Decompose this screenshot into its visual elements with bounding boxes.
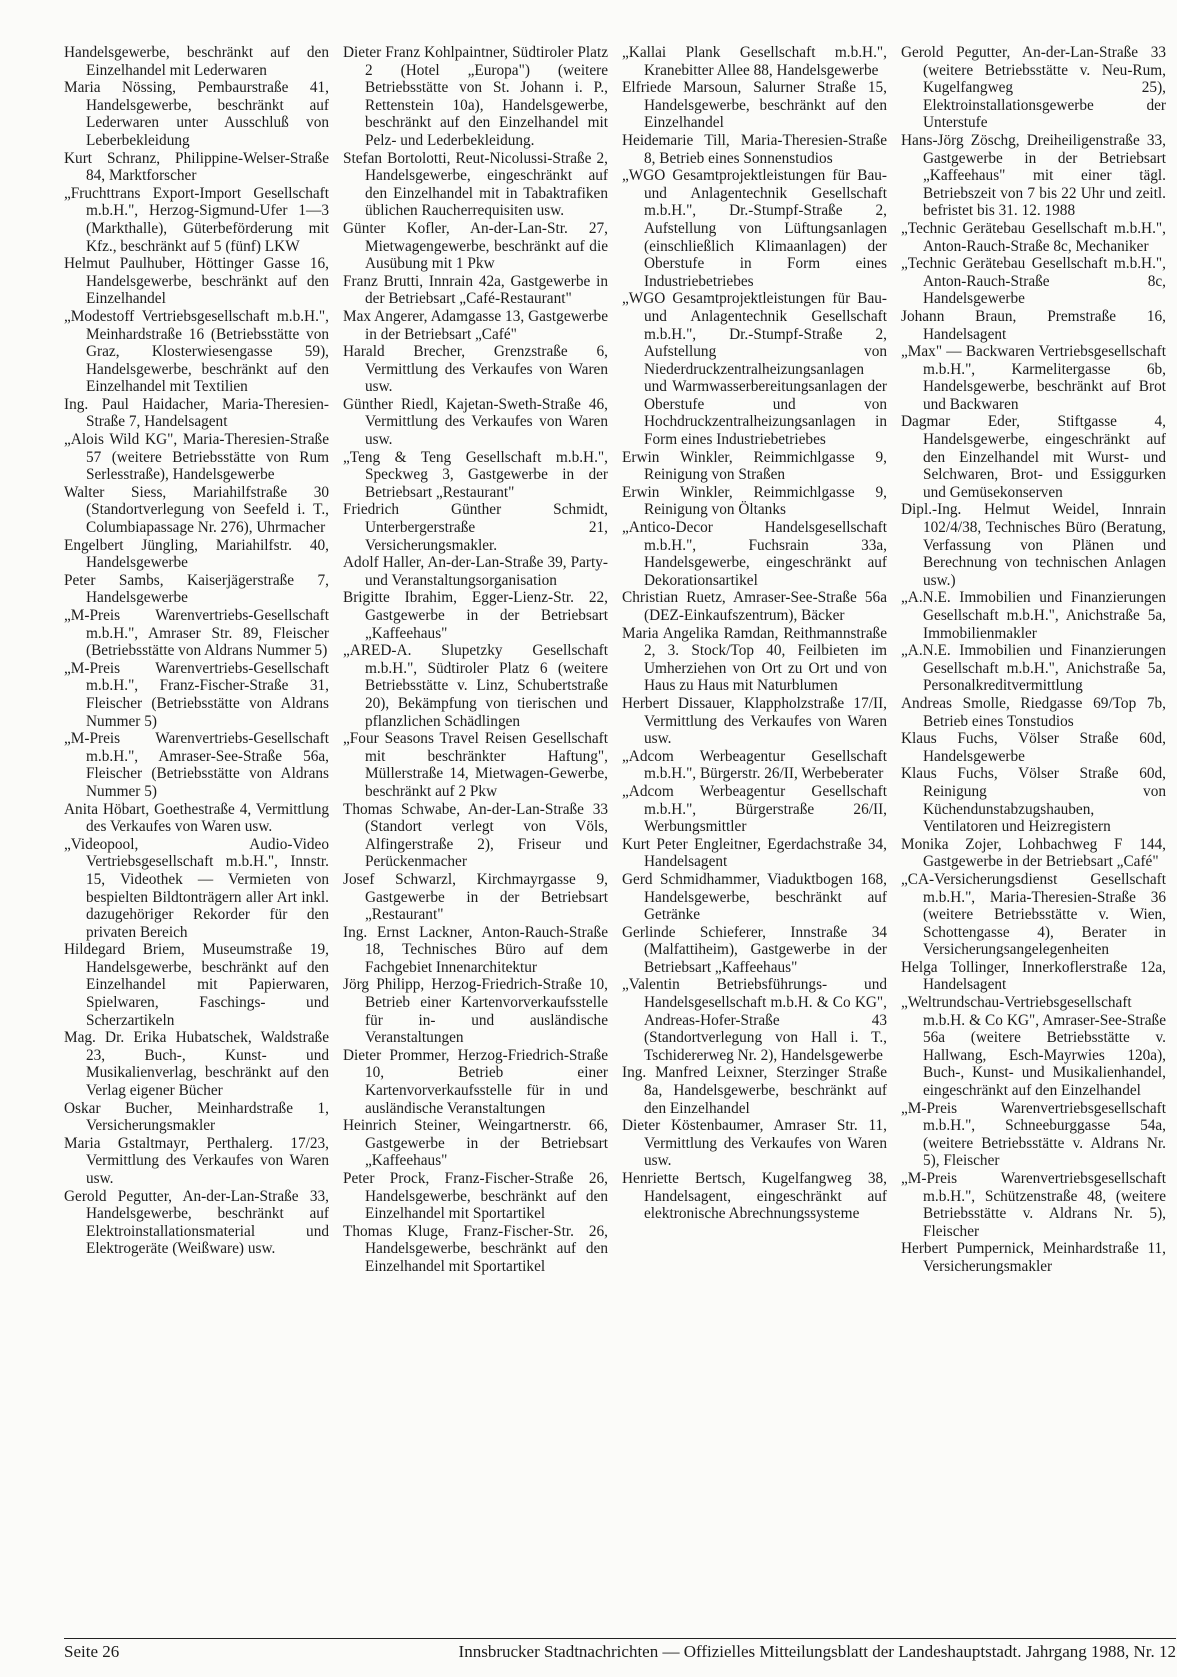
register-entry: Johann Braun, Premstraße 16, Handelsagent	[901, 307, 1166, 343]
publication-line: Innsbrucker Stadtnachrichten — Offizielles Mitteilungsblatt der Landeshauptstadt. Jahrgang 1988, Nr. 12	[458, 1642, 1176, 1661]
register-entry: Ing. Paul Haidacher, Maria-Theresien-Straße 7, Handelsagent	[64, 395, 329, 431]
register-entry: „Modestoff Vertriebsgesellschaft m.b.H.", Meinhardstraße 16 (Betriebsstätte von Graz, Klosterwiesengasse 59), Handelsgewerbe, beschränkt auf den Einzelhandel mit Textilien	[64, 307, 329, 396]
register-entry: Maria Angelika Ramdan, Reithmannstraße 2, 3. Stock/Top 40, Feilbieten im Umherziehen von Ort zu Ort und von Haus zu Haus mit Naturblumen	[622, 624, 887, 695]
register-entry: „CA-Versicherungsdienst Gesellschaft m.b.H.", Maria-Theresien-Straße 36 (weitere Betriebsstätte v. Wien, Schottengasse 4), Berater in Versicherungsangelegenheiten	[901, 870, 1166, 959]
register-entry: Handelsgewerbe, beschränkt auf den Einzelhandel mit Lederwaren	[64, 44, 329, 79]
register-entry: Erwin Winkler, Reimmichlgasse 9, Reinigung von Öltanks	[622, 483, 887, 519]
register-entry: „A.N.E. Immobilien und Finanzierungen Gesellschaft m.b.H.", Anichstraße 5a, Immobilienmakler	[901, 589, 1166, 642]
register-entry: Dieter Prommer, Herzog-Friedrich-Straße 10, Betrieb einer Kartenvorverkaufsstelle für in und ausländische Veranstaltungen	[343, 1046, 608, 1117]
register-entry: Friedrich Günther Schmidt, Unterbergerstraße 21, Versicherungsmakler.	[343, 501, 608, 554]
column-1	[64, 44, 329, 1276]
register-entry: „M-Preis Warenvertriebsgesellschaft m.b.H.", Schützenstraße 48, (weitere Betriebsstätte v. Aldrans Nr. 5), Fleischer	[901, 1170, 1166, 1240]
register-entry: „Kallai Plank Gesellschaft m.b.H.", Kranebitter Allee 88, Handelsgewerbe	[622, 44, 887, 79]
register-entry: Gerold Pegutter, An-der-Lan-Straße 33 (weitere Betriebsstätte v. Neu-Rum, Kugelfangweg 25), Elektroinstallationsgewerbe der Unterstufe	[901, 44, 1166, 132]
footer-divider	[64, 1638, 1176, 1639]
register-entry: Ing. Ernst Lackner, Anton-Rauch-Straße 18, Technisches Büro auf dem Fachgebiet Innenarchitektur	[343, 923, 608, 976]
register-entry: „Antico-Decor Handelsgesellschaft m.b.H.", Fuchsrain 33a, Handelsgewerbe, eingeschränkt auf Dekorationsartikel	[622, 519, 887, 589]
register-entry: Dieter Köstenbaumer, Amraser Str. 11, Vermittlung des Verkaufes von Waren usw.	[622, 1117, 887, 1170]
register-entry: Peter Prock, Franz-Fischer-Straße 26, Handelsgewerbe, beschränkt auf den Einzelhandel mit Sportartikel	[343, 1170, 608, 1223]
register-entry: Herbert Dissauer, Klappholzstraße 17/II, Vermittlung des Verkaufes von Waren usw.	[622, 694, 887, 748]
register-entry: Engelbert Jüngling, Mariahilfstr. 40, Handelsgewerbe	[64, 536, 329, 572]
register-entry: „Adcom Werbeagentur Gesellschaft m.b.H.", Bürgerstraße 26/II, Werbungsmittler	[622, 782, 887, 836]
register-entry: „M-Preis Warenvertriebs-Gesellschaft m.b.H.", Franz-Fischer-Straße 31, Fleischer (Betriebsstätte von Aldrans Nummer 5)	[64, 659, 329, 730]
register-entry: Elfriede Marsoun, Salurner Straße 15, Handelsgewerbe, beschränkt auf den Einzelhandel	[622, 79, 887, 132]
register-entry: Dieter Franz Kohlpaintner, Südtiroler Platz 2 (Hotel „Europa") (weitere Betriebsstätte von St. Johann i. P., Rettenstein 10a), Handelsgewerbe, beschränkt auf den Einzelhandel mit Pelz- und Lederbekleidung.	[343, 44, 608, 149]
register-entry: „Fruchttrans Export-Import Gesellschaft m.b.H.", Herzog-Sigmund-Ufer 1—3 (Markthalle), Güterbeförderung mit Kfz., beschränkt auf 5 (fünf) LKW	[64, 184, 329, 255]
register-entry: Maria Gstaltmayr, Perthalerg. 17/23, Vermittlung des Verkaufes von Waren usw.	[64, 1134, 329, 1187]
register-entry: Andreas Smolle, Riedgasse 69/Top 7b, Betrieb eines Tonstudios	[901, 694, 1166, 730]
register-entry: Erwin Winkler, Reimmichlgasse 9, Reinigung von Straßen	[622, 448, 887, 484]
register-entry: Günther Riedl, Kajetan-Sweth-Straße 46, Vermittlung des Verkaufes von Waren usw.	[343, 395, 608, 449]
register-entry: Adolf Haller, An-der-Lan-Straße 39, Party- und Veranstaltungsorganisation	[343, 554, 608, 589]
register-entry: Maria Nössing, Pembaurstraße 41, Handelsgewerbe, beschränkt auf Lederwaren unter Ausschluß von Leberbekleidung	[64, 79, 329, 149]
register-entry: Henriette Bertsch, Kugelfangweg 38, Handelsagent, eingeschränkt auf elektronische Abrechnungssysteme	[622, 1170, 887, 1223]
register-entry: Heinrich Steiner, Weingartnerstr. 66, Gastgewerbe in der Betriebsart „Kaffeehaus"	[343, 1117, 608, 1170]
register-entry: „A.N.E. Immobilien und Finanzierungen Gesellschaft m.b.H.", Anichstraße 5a, Personalkreditvermittlung	[901, 642, 1166, 695]
register-entry: Dipl.-Ing. Helmut Weidel, Innrain 102/4/38, Technisches Büro (Beratung, Verfassung von Plänen und Berechnung von technischen Anlagen usw.)	[901, 501, 1166, 589]
register-entry: „Adcom Werbeagentur Gesellschaft m.b.H.", Bürgerstr. 26/II, Werbeberater	[622, 747, 887, 783]
register-entry: „M-Preis Warenvertriebsgesellschaft m.b.H.", Schneeburggasse 54a, (weitere Betriebsstätte v. Aldrans Nr. 5), Fleischer	[901, 1099, 1166, 1170]
register-entry: Klaus Fuchs, Völser Straße 60d, Handelsgewerbe	[901, 730, 1166, 765]
register-entry: Jörg Philipp, Herzog-Friedrich-Straße 10, Betrieb einer Kartenvorverkaufsstelle für in- und ausländische Veranstaltungen	[343, 976, 608, 1047]
register-entry: Franz Brutti, Innrain 42a, Gastgewerbe in der Betriebsart „Café-Restaurant"	[343, 272, 608, 308]
column-4	[901, 44, 1166, 1276]
register-entry: „M-Preis Warenvertriebs-Gesellschaft m.b.H.", Amraser-See-Straße 56a, Fleischer (Betriebsstätte von Aldrans Nummer 5)	[64, 730, 329, 800]
register-entry: Harald Brecher, Grenzstraße 6, Vermittlung des Verkaufes von Waren usw.	[343, 343, 608, 396]
register-entry: Christian Ruetz, Amraser-See-Straße 56a (DEZ-Einkaufszentrum), Bäcker	[622, 589, 887, 624]
register-entry: „Alois Wild KG", Maria-Theresien-Straße 57 (weitere Betriebsstätte von Rum Serlesstraße), Handelsgewerbe	[64, 431, 329, 484]
register-entry: Helmut Paulhuber, Höttinger Gasse 16, Handelsgewerbe, beschränkt auf den Einzelhandel	[64, 255, 329, 308]
register-entry: Monika Zojer, Lohbachweg F 144, Gastgewerbe in der Betriebsart „Café"	[901, 835, 1166, 871]
register-entry: Herbert Pumpernick, Meinhardstraße 11, Versicherungsmakler	[901, 1240, 1166, 1275]
register-entry: Hildegard Briem, Museumstraße 19, Handelsgewerbe, beschränkt auf den Einzelhandel mit Papierwaren, Spielwaren, Faschings- und Scherzartikeln	[64, 941, 329, 1029]
register-entry: „Technic Gerätebau Gesellschaft m.b.H.", Anton-Rauch-Straße 8c, Mechaniker	[901, 219, 1166, 255]
register-entry: Dagmar Eder, Stiftgasse 4, Handelsgewerbe, eingeschränkt auf den Einzelhandel mit Wurst- und Selchwaren, Brot- und Essiggurken und Gemüsekonserven	[901, 413, 1166, 501]
register-entry: Thomas Kluge, Franz-Fischer-Str. 26, Handelsgewerbe, beschränkt auf den Einzelhandel mit Sportartikel	[343, 1222, 608, 1275]
register-entry: „Valentin Betriebsführungs- und Handelsgesellschaft m.b.H. & Co KG", Andreas-Hofer-Straße 43 (Standortverlegung von Hall i. T., Tschidererweg Nr. 2), Handelsgewerbe	[622, 976, 887, 1064]
register-entry: Stefan Bortolotti, Reut-Nicolussi-Straße 2, Handelsgewerbe, eingeschränkt auf den Einzelhandel mit in Tabaktrafiken üblichen Raucherrequisiten usw.	[343, 149, 608, 220]
page-number: Seite 26	[64, 1642, 120, 1661]
register-entry: Heidemarie Till, Maria-Theresien-Straße 8, Betrieb eines Sonnenstudios	[622, 131, 887, 167]
register-entry: Gerd Schmidhammer, Viaduktbogen 168, Handelsgewerbe, beschränkt auf Getränke	[622, 870, 887, 924]
register-entry: Gerlinde Schieferer, Innstraße 34 (Malfattiheim), Gastgewerbe in der Betriebsart „Kaffeehaus"	[622, 923, 887, 976]
register-entry: Ing. Manfred Leixner, Sterzinger Straße 8a, Handelsgewerbe, beschränkt auf den Einzelhandel	[622, 1064, 887, 1117]
register-entry: Kurt Schranz, Philippine-Welser-Straße 84, Marktforscher	[64, 149, 329, 185]
register-columns	[64, 44, 1176, 1276]
register-entry: „M-Preis Warenvertriebs-Gesellschaft m.b.H.", Amraser Str. 89, Fleischer (Betriebsstätte von Aldrans Nummer 5)	[64, 607, 329, 660]
register-entry: Oskar Bucher, Meinhardstraße 1, Versicherungsmakler	[64, 1099, 329, 1135]
register-entry: Josef Schwarzl, Kirchmayrgasse 9, Gastgewerbe in der Betriebsart „Restaurant"	[343, 870, 608, 924]
register-entry: „Max" — Backwaren Vertriebsgesellschaft m.b.H.", Karmelitergasse 6b, Handelsgewerbe, beschränkt auf Brot und Backwaren	[901, 343, 1166, 413]
register-entry: „Teng & Teng Gesellschaft m.b.H.", Speckweg 3, Gastgewerbe in der Betriebsart „Restaurant"	[343, 448, 608, 501]
register-entry: „Four Seasons Travel Reisen Gesellschaft mit beschränkter Haftung", Müllerstraße 14, Mietwagen-Gewerbe, beschränkt auf 2 Pkw	[343, 730, 608, 800]
register-entry: „WGO Gesamtprojektleistungen für Bau- und Anlagentechnik Gesellschaft m.b.H.", Dr.-Stumpf-Straße 2, Aufstellung von Niederdruckzentralheizungsanlagen und Warmwasserbereitungsanlagen der Oberstufe und von Hochdruckzentralheizungsanlagen in Form eines Industriebetriebes	[622, 290, 887, 449]
page-footer	[64, 1641, 1176, 1663]
register-entry: Max Angerer, Adamgasse 13, Gastgewerbe in der Betriebsart „Café"	[343, 307, 608, 343]
column-2	[343, 44, 608, 1276]
register-entry: Walter Siess, Mariahilfstraße 30 (Standortverlegung von Seefeld i. T., Columbiapassage Nr. 276), Uhrmacher	[64, 483, 329, 537]
register-entry: Klaus Fuchs, Völser Straße 60d, Reinigung von Küchendunstabzugshauben, Ventilatoren und Heizregistern	[901, 765, 1166, 836]
register-entry: Peter Sambs, Kaiserjägerstraße 7, Handelsgewerbe	[64, 571, 329, 607]
register-entry: Günter Kofler, An-der-Lan-Str. 27, Mietwagengewerbe, beschränkt auf die Ausübung mit 1 Pkw	[343, 219, 608, 273]
register-entry: Helga Tollinger, Innerkoflerstraße 12a, Handelsagent	[901, 958, 1166, 994]
register-entry: Anita Höbart, Goethestraße 4, Vermittlung des Verkaufes von Waren usw.	[64, 800, 329, 836]
column-3	[622, 44, 887, 1276]
register-entry: „WGO Gesamtprojektleistungen für Bau- und Anlagentechnik Gesellschaft m.b.H.", Dr.-Stumpf-Straße 2, Aufstellung von Lüftungsanlagen (einschließlich Klimaanlagen) der Oberstufe in Form eines Industriebetriebes	[622, 167, 887, 290]
register-entry: Mag. Dr. Erika Hubatschek, Waldstraße 23, Buch-, Kunst- und Musikalienverlag, beschränkt auf den Verlag eigener Bücher	[64, 1029, 329, 1100]
register-entry: „ARED-A. Slupetzky Gesellschaft m.b.H.", Südtiroler Platz 6 (weitere Betriebsstätte v. Linz, Schubertstraße 20), Bekämpfung von tierischen und pflanzlichen Schädlingen	[343, 642, 608, 730]
register-entry: Gerold Pegutter, An-der-Lan-Straße 33, Handelsgewerbe, beschränkt auf Elektroinstallationsmaterial und Elektrogeräte (Weißware) usw.	[64, 1187, 329, 1258]
register-entry: Hans-Jörg Zöschg, Dreiheiligenstraße 33, Gastgewerbe in der Betriebsart „Kaffeehaus" mit einer tägl. Betriebszeit von 7 bis 22 Uhr und zeitl. befristet bis 31. 12. 1988	[901, 131, 1166, 220]
register-entry: „Weltrundschau-Vertriebsgesellschaft m.b.H. & Co KG", Amraser-See-Straße 56a (weitere Betriebsstätte v. Hallwang, Esch-Mayrwies 120a), Buch-, Kunst- und Musikalienhandel, eingeschränkt auf den Einzelhandel	[901, 994, 1166, 1100]
register-entry: Thomas Schwabe, An-der-Lan-Straße 33 (Standort verlegt von Völs, Alfingerstraße 2), Friseur und Perückenmacher	[343, 800, 608, 871]
register-entry: Kurt Peter Engleitner, Egerdachstraße 34, Handelsagent	[622, 835, 887, 871]
register-entry: „Videopool, Audio-Video Vertriebsgesellschaft m.b.H.", Innstr. 15, Videothek — Vermieten von bespielten Bildtonträgern aller Art inkl. dazugehöriger Rekorder für den privaten Bereich	[64, 835, 329, 941]
register-entry: Brigitte Ibrahim, Egger-Lienz-Str. 22, Gastgewerbe in der Betriebsart „Kaffeehaus"	[343, 589, 608, 642]
register-entry: „Technic Gerätebau Gesellschaft m.b.H.", Anton-Rauch-Straße 8c, Handelsgewerbe	[901, 255, 1166, 308]
